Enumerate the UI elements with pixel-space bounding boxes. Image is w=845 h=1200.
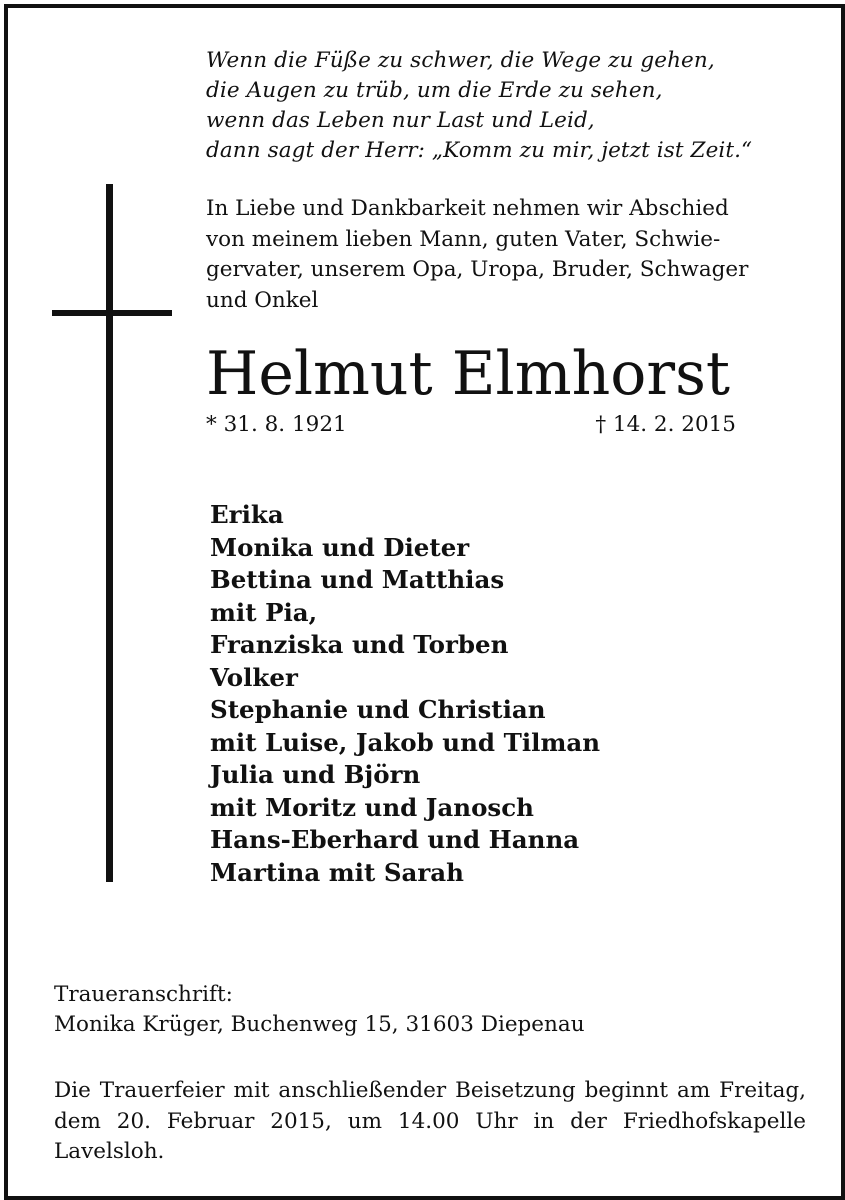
mourner-line: Julia und Björn [210, 760, 421, 789]
death-date: † 14. 2. 2015 [595, 412, 736, 437]
mourner-line: Franziska und Torben [210, 630, 509, 659]
poem-line: dann sagt der Herr: „Komm zu mir, jetzt ist Zeit.“ [206, 138, 753, 163]
poem [206, 46, 826, 166]
mourner-line: Monika und Dieter [210, 532, 470, 562]
intro-line: und Onkel [206, 287, 319, 313]
cross-icon-horizontal-bar [52, 310, 172, 316]
obituary-frame [4, 4, 845, 1200]
birth-date: * 31. 8. 1921 [206, 412, 347, 437]
mourner-line: Stephanie und Christian [210, 695, 546, 724]
mourning-address [54, 980, 585, 1040]
cross-icon-vertical-bar [106, 184, 113, 882]
intro-line: gervater, unserem Opa, Uropa, Bruder, Schwager [206, 257, 749, 282]
mourner-line: Bettina und Matthias [210, 565, 505, 594]
address-label: Traueranschrift: [54, 982, 233, 1007]
poem-line: Wenn die Füße zu schwer, die Wege zu gehen, [206, 48, 715, 73]
life-dates [206, 409, 736, 441]
mourner-line: Erika [210, 500, 284, 529]
poem-line: die Augen zu trüb, um die Erde zu sehen, [206, 78, 663, 103]
deceased-name: Helmut Elmhorst [206, 339, 730, 409]
poem-line: wenn das Leben nur Last und Leid, [206, 108, 595, 133]
mourner-line: mit Moritz und Janosch [210, 792, 534, 822]
mourner-line: Hans-Eberhard und Hanna [210, 825, 580, 854]
mourner-line: Volker [210, 662, 298, 692]
intro-line: von meinem lieben Mann, guten Vater, Schwie- [206, 226, 721, 252]
mourner-line: mit Pia, [210, 597, 318, 627]
intro-line: In Liebe und Dankbarkeit nehmen wir Abschied [206, 196, 729, 221]
mourners-list [210, 499, 600, 889]
mourner-line: mit Luise, Jakob und Tilman [210, 727, 601, 757]
address-value: Monika Krüger, Buchenweg 15, 31603 Diepenau [54, 1012, 585, 1037]
mourner-line: Martina mit Sarah [210, 857, 464, 887]
funeral-ceremony-notice: Die Trauerfeier mit anschließender Beisetzung beginnt am Freitag, dem 20. Februar 2015, um 14.00 Uhr in der Friedhofskapelle Lavelsloh. [54, 1078, 806, 1164]
farewell-intro [206, 194, 826, 316]
